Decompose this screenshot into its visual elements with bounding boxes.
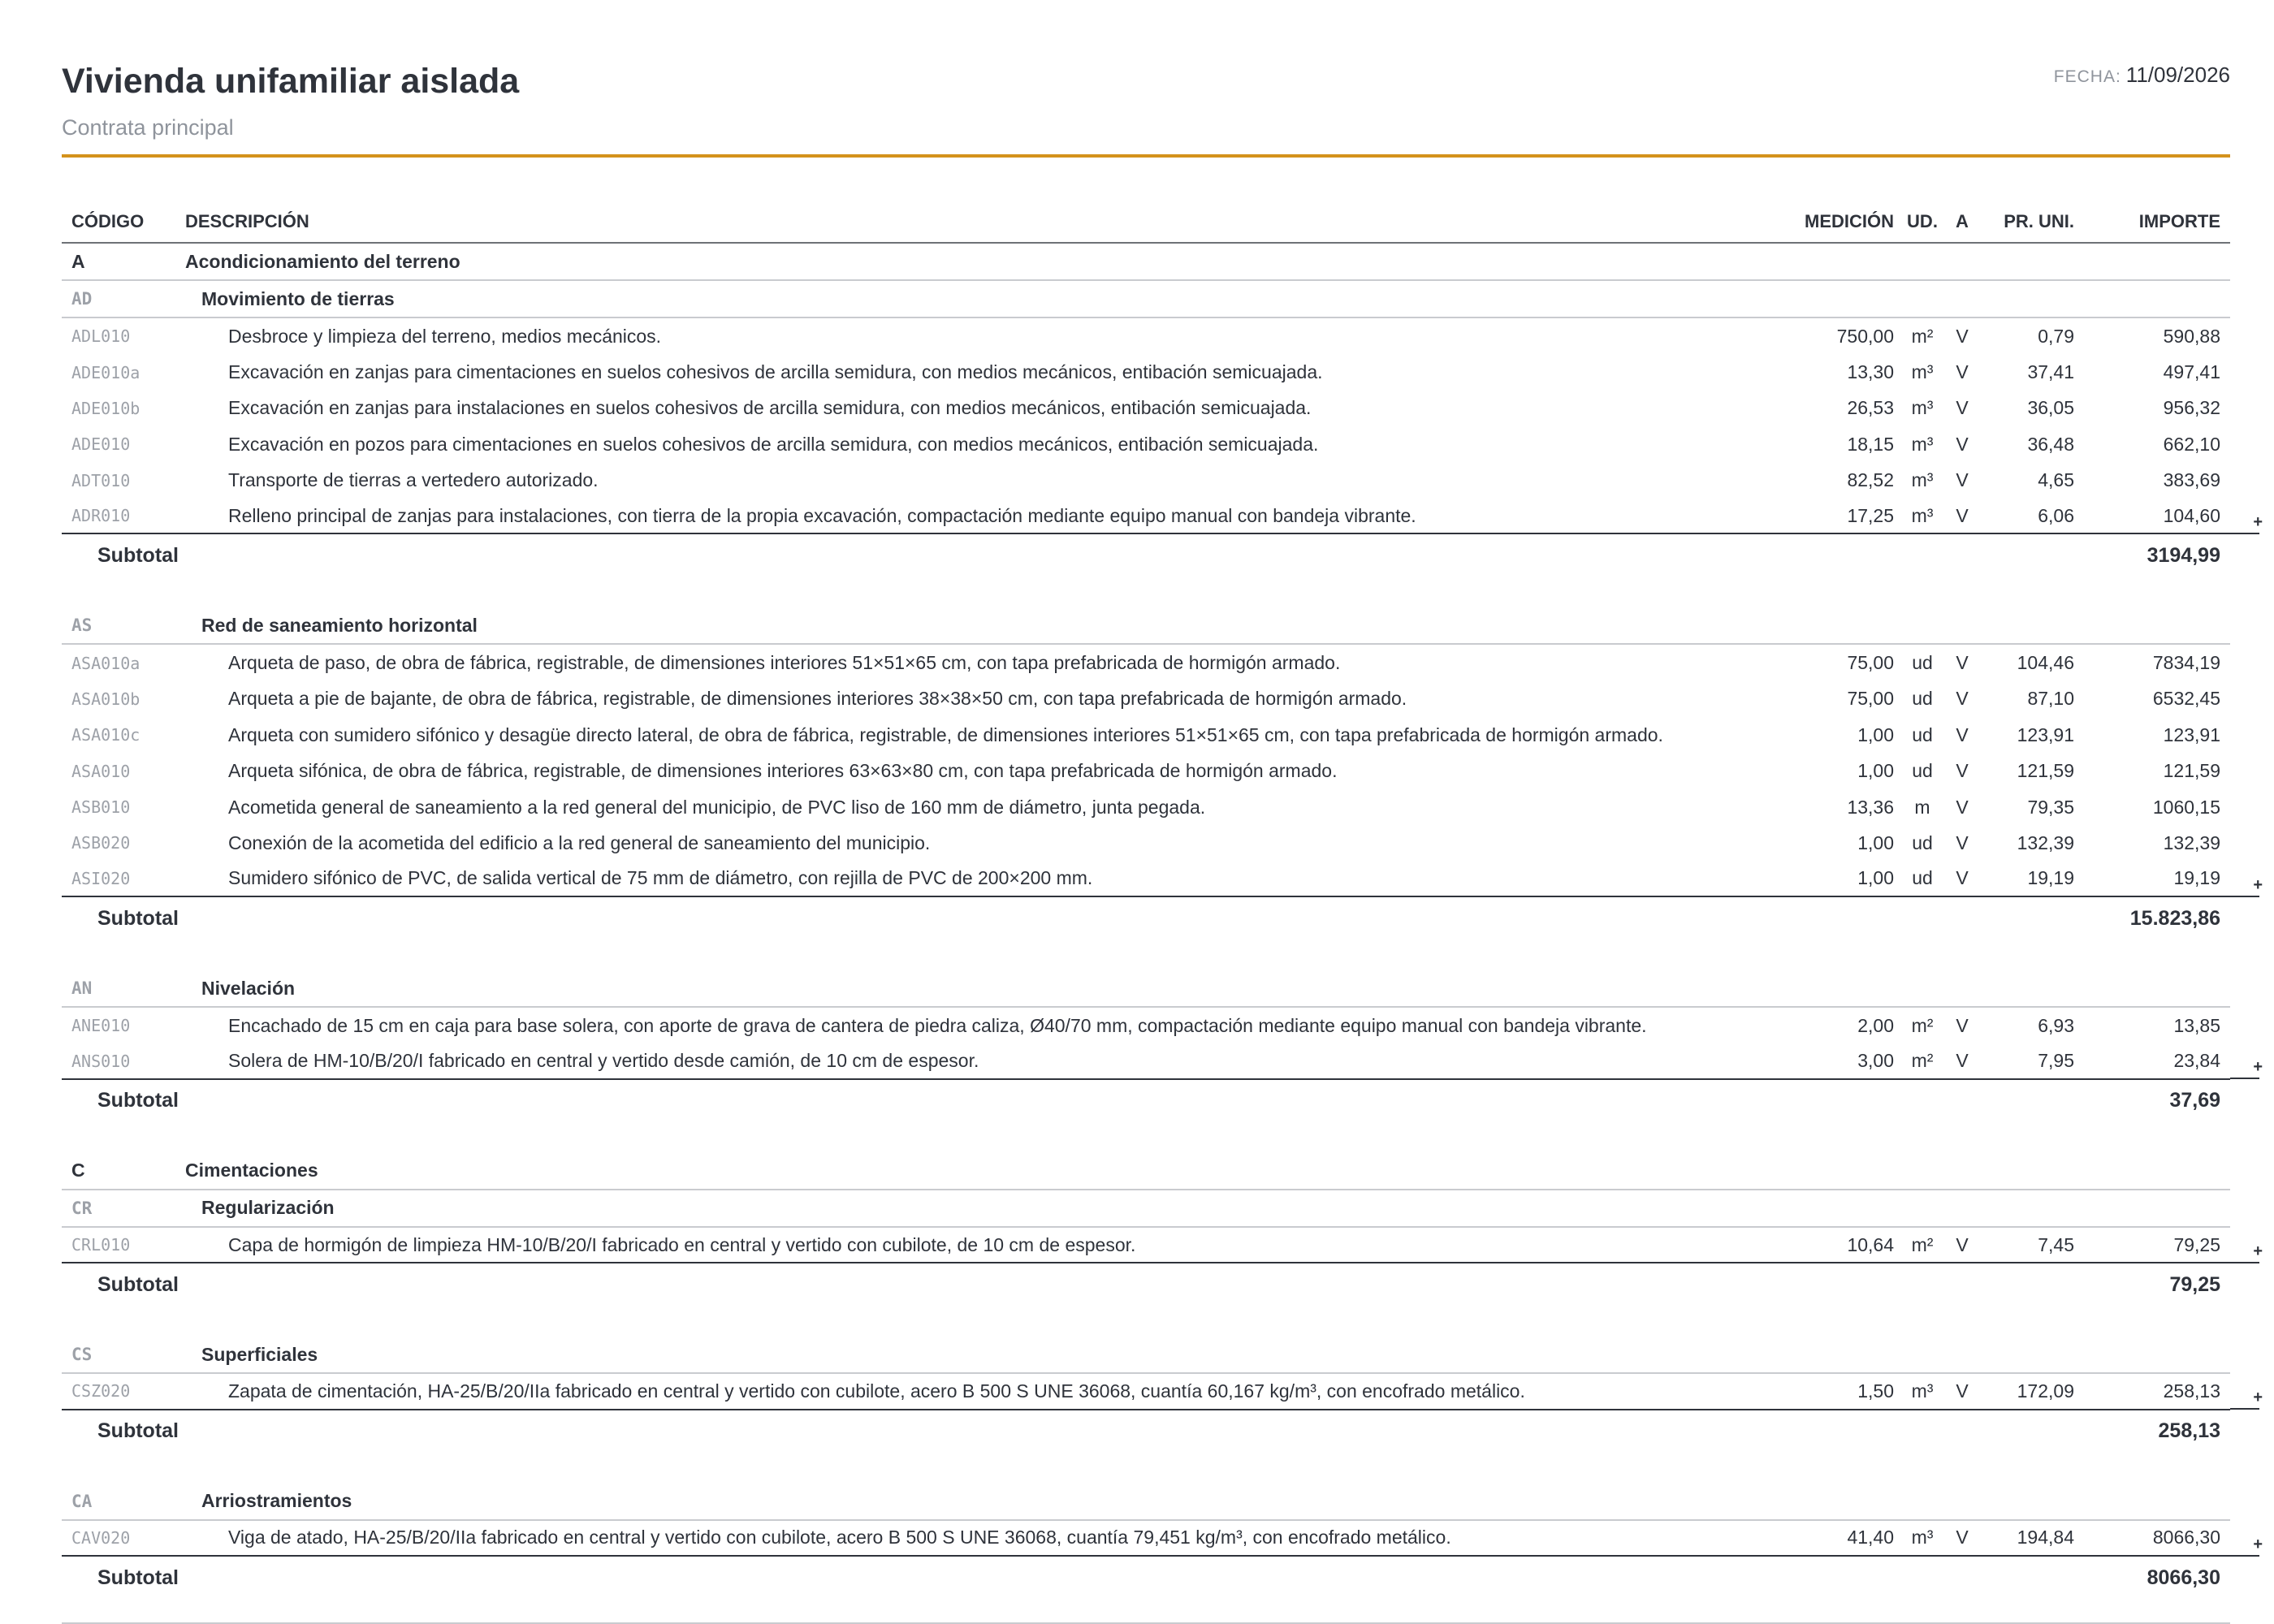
subchapter-name: Regularización: [201, 1197, 335, 1219]
item-code: ASB010: [71, 797, 131, 818]
item-unit: ud: [1912, 760, 1933, 782]
chapter-code: C: [71, 1160, 85, 1181]
item-code: ANE010: [71, 1016, 131, 1036]
item-amount: 6532,45: [2152, 688, 2220, 710]
chapter-name: Acondicionamiento del terreno: [185, 250, 460, 272]
item-a: V: [1956, 867, 1969, 889]
item-code: CSZ020: [71, 1381, 131, 1402]
item-price: 4,65: [2038, 469, 2074, 491]
item-description: Zapata de cimentación, HA-25/B/20/IIa fabricado en central y vertido con cubilote, acero B 500 S UNE 36068, cuantía 60,167 kg/m³, con encofrado metálico.: [228, 1380, 1525, 1402]
item-a: V: [1956, 831, 1969, 853]
item-code: ADE010: [71, 434, 131, 455]
item-measure: 13,30: [1847, 361, 1894, 383]
date-label: FECHA:: [2053, 67, 2121, 86]
item-unit: ud: [1912, 723, 1933, 745]
item-description: Relleno principal de zanjas para instalaciones, con tierra de la propia excavación, compactación mediante equipo manual con bandeja vibrante.: [228, 504, 1416, 526]
item-a: V: [1956, 1527, 1969, 1548]
document-subtitle: Contrata principal: [62, 115, 234, 140]
item-amount: 19,19: [2173, 867, 2220, 889]
item-price: 36,48: [2027, 433, 2074, 455]
subchapter-row: [62, 970, 2230, 1008]
item-price: 7,45: [2038, 1233, 2074, 1255]
item-measure: 1,50: [1857, 1380, 1894, 1402]
subchapter-name: Movimiento de tierras: [201, 287, 395, 309]
item-a: V: [1956, 361, 1969, 383]
row-spacer: [62, 939, 2230, 970]
table-row: [62, 354, 2230, 390]
budget-table: [62, 201, 2263, 1599]
item-price: 19,19: [2027, 867, 2074, 889]
item-measure: 41,40: [1847, 1527, 1894, 1548]
item-code: CRL010: [71, 1235, 131, 1255]
table-row: [62, 645, 2230, 680]
subchapter-row: [62, 1337, 2230, 1374]
item-a: V: [1956, 688, 1969, 710]
subtotal-amount: 15.823,86: [2129, 906, 2220, 930]
item-amount: 7834,19: [2152, 652, 2220, 674]
table-row: [62, 463, 2230, 499]
item-a: V: [1956, 325, 1969, 347]
item-price: 6,06: [2038, 504, 2074, 526]
table-row: [62, 681, 2230, 717]
table-row: [62, 426, 2230, 462]
subchapter-code: CS: [71, 1345, 93, 1365]
subtotal-row: [62, 1080, 2230, 1122]
item-description: Arqueta a pie de bajante, de obra de fábrica, registrable, de dimensiones interiores 38×38×50 cm, con tapa prefabricada de hormigón armado.: [228, 688, 1407, 710]
item-description: Sumidero sifónico de PVC, de salida vertical de 75 mm de diámetro, con rejilla de PVC de 200×200 mm.: [228, 867, 1093, 889]
item-measure: 1,00: [1857, 723, 1894, 745]
document-title: Vivienda unifamiliar aislada: [62, 62, 520, 101]
document-header: [62, 57, 2230, 158]
column-header-unit: UD.: [1907, 211, 1938, 231]
item-code: ADE010a: [71, 362, 141, 382]
chapter-row: [62, 1153, 2230, 1190]
item-price: 194,84: [2017, 1527, 2074, 1548]
subchapter-code: AD: [71, 289, 93, 309]
item-unit: m²: [1911, 1014, 1934, 1036]
item-measure: 18,15: [1847, 433, 1894, 455]
item-description: Transporte de tierras a vertedero autorizado.: [228, 469, 599, 491]
subtotal-label: Subtotal: [97, 1089, 179, 1112]
item-amount: 662,10: [2163, 433, 2220, 455]
item-price: 123,91: [2017, 723, 2074, 745]
item-unit: ud: [1912, 652, 1933, 674]
item-amount: 13,85: [2173, 1014, 2220, 1036]
item-measure: 750,00: [1836, 325, 1894, 347]
item-code: ASA010b: [71, 689, 141, 709]
subtotal-row: [62, 1557, 2230, 1599]
subtotal-label: Subtotal: [97, 1566, 179, 1589]
item-price: 79,35: [2027, 796, 2074, 818]
item-price: 36,05: [2027, 397, 2074, 419]
subchapter-row: [62, 1190, 2230, 1228]
table-row: [62, 789, 2230, 825]
item-measure: 3,00: [1857, 1050, 1894, 1072]
expand-plus-icon[interactable]: +: [2253, 512, 2263, 531]
subtotal-label: Subtotal: [97, 1419, 179, 1443]
item-code: ADE010b: [71, 398, 141, 418]
row-spacer: [62, 1122, 2230, 1153]
item-unit: m²: [1911, 1233, 1934, 1255]
item-a: V: [1956, 796, 1969, 818]
item-unit: ud: [1912, 867, 1933, 889]
item-amount: 497,41: [2163, 361, 2220, 383]
table-row: [62, 499, 2263, 534]
item-code: ASI020: [71, 868, 131, 888]
item-amount: 8066,30: [2152, 1527, 2220, 1548]
chapter-name: Cimentaciones: [185, 1160, 318, 1181]
item-a: V: [1956, 397, 1969, 419]
subchapter-code: CA: [71, 1491, 93, 1511]
column-header-price: PR. UNI.: [2004, 211, 2074, 231]
document-date: [2054, 63, 2230, 88]
item-price: 6,93: [2038, 1014, 2074, 1036]
item-amount: 123,91: [2163, 723, 2220, 745]
subtotal-row: [62, 1410, 2230, 1453]
item-code: ADT010: [71, 470, 131, 490]
subchapter-name: Superficiales: [201, 1343, 318, 1365]
item-amount: 383,69: [2163, 469, 2220, 491]
item-price: 7,95: [2038, 1050, 2074, 1072]
expand-plus-icon[interactable]: +: [2253, 1242, 2263, 1260]
subchapter-row: [62, 281, 2230, 318]
item-description: Acometida general de saneamiento a la red general del municipio, de PVC liso de 160 mm de diámetro, junta pegada.: [228, 796, 1206, 818]
expand-line: [2230, 1078, 2259, 1079]
expand-plus-icon[interactable]: +: [2253, 1389, 2263, 1407]
item-unit: m³: [1911, 361, 1934, 383]
item-price: 132,39: [2017, 831, 2074, 853]
item-amount: 132,39: [2163, 831, 2220, 853]
item-unit: m³: [1911, 1380, 1934, 1402]
row-spacer: [62, 1453, 2230, 1484]
item-code: ASA010c: [71, 725, 141, 745]
item-measure: 75,00: [1847, 688, 1894, 710]
item-description: Arqueta con sumidero sifónico y desagüe directo lateral, de obra de fábrica, registrable, de dimensiones interiores 51×51×65 cm, con tapa prefabricada de hormigón armado.: [228, 723, 1663, 745]
item-a: V: [1956, 433, 1969, 455]
table-row: [62, 717, 2230, 753]
item-price: 121,59: [2017, 760, 2074, 782]
item-price: 87,10: [2027, 688, 2074, 710]
expand-line: [2230, 1555, 2259, 1557]
item-amount: 23,84: [2173, 1050, 2220, 1072]
item-price: 104,46: [2017, 652, 2074, 674]
table-row: [62, 1008, 2230, 1043]
subchapter-code: CR: [71, 1198, 93, 1218]
chapter-row: [62, 244, 2230, 281]
item-price: 172,09: [2017, 1380, 2074, 1402]
column-header-a: A: [1956, 211, 1969, 231]
table-row: [62, 1374, 2263, 1410]
item-measure: 17,25: [1847, 504, 1894, 526]
item-description: Capa de hormigón de limpieza HM-10/B/20/I fabricado en central y vertido con cubilote, de 10 cm de espesor.: [228, 1233, 1136, 1255]
item-description: Excavación en zanjas para cimentaciones en suelos cohesivos de arcilla semidura, con medios mecánicos, entibación semicuajada.: [228, 361, 1323, 383]
item-measure: 1,00: [1857, 760, 1894, 782]
item-description: Arqueta de paso, de obra de fábrica, registrable, de dimensiones interiores 51×51×65 cm, con tapa prefabricada de hormigón armado.: [228, 652, 1341, 674]
item-unit: m³: [1911, 433, 1934, 455]
item-code: ASB020: [71, 833, 131, 853]
subtotal-label: Subtotal: [97, 543, 179, 567]
row-spacer: [62, 577, 2230, 607]
item-a: V: [1956, 652, 1969, 674]
item-amount: 121,59: [2163, 760, 2220, 782]
column-header-code: CÓDIGO: [71, 211, 145, 231]
item-amount: 1060,15: [2152, 796, 2220, 818]
column-header-description: DESCRIPCIÓN: [185, 211, 309, 231]
item-amount: 956,32: [2163, 397, 2220, 419]
table-row: [62, 1228, 2263, 1263]
item-a: V: [1956, 1014, 1969, 1036]
table-row: [62, 754, 2230, 789]
subchapter-code: AS: [71, 615, 93, 636]
item-description: Encachado de 15 cm en caja para base solera, con aporte de grava de cantera de piedra caliza, Ø40/70 mm, compactación mediante equipo manual con bandeja vibrante.: [228, 1014, 1647, 1036]
chapter-code: A: [71, 250, 85, 272]
item-measure: 75,00: [1847, 652, 1894, 674]
item-description: Viga de atado, HA-25/B/20/IIa fabricado en central y vertido con cubilote, acero B 500 S UNE 36068, cuantía 79,451 kg/m³, con encofrado metálico.: [228, 1527, 1451, 1548]
subchapter-code: AN: [71, 978, 93, 999]
subchapter-name: Arriostramientos: [201, 1490, 352, 1512]
subchapter-name: Nivelación: [201, 977, 296, 999]
subtotal-row: [62, 897, 2230, 939]
item-measure: 1,00: [1857, 867, 1894, 889]
expand-plus-icon[interactable]: +: [2253, 875, 2263, 894]
item-amount: 104,60: [2163, 504, 2220, 526]
table-row: [62, 391, 2230, 426]
item-code: ANS010: [71, 1051, 131, 1071]
item-unit: m³: [1911, 1527, 1934, 1548]
row-spacer: [62, 1306, 2230, 1337]
column-header-measure: MEDICIÓN: [1805, 211, 1894, 231]
item-description: Conexión de la acometida del edificio a la red general de saneamiento del municipio.: [228, 831, 931, 853]
item-unit: m: [1914, 796, 1930, 818]
item-amount: 258,13: [2163, 1380, 2220, 1402]
item-description: Solera de HM-10/B/20/I fabricado en central y vertido desde camión, de 10 cm de espesor.: [228, 1050, 979, 1072]
table-row: [62, 1521, 2263, 1557]
table-row: [62, 318, 2230, 354]
item-unit: m²: [1911, 325, 1934, 347]
expand-line: [2230, 533, 2259, 534]
item-measure: 1,00: [1857, 831, 1894, 853]
subtotal-label: Subtotal: [97, 906, 179, 930]
subtotal-label: Subtotal: [97, 1272, 179, 1296]
expand-plus-icon[interactable]: +: [2253, 1058, 2263, 1077]
item-code: CAV020: [71, 1527, 131, 1548]
item-amount: 79,25: [2173, 1233, 2220, 1255]
subtotal-amount: 37,69: [2169, 1089, 2220, 1112]
item-description: Desbroce y limpieza del terreno, medios mecánicos.: [228, 325, 662, 347]
item-unit: ud: [1912, 831, 1933, 853]
item-a: V: [1956, 760, 1969, 782]
expand-line: [2230, 1262, 2259, 1263]
expand-line: [2230, 1408, 2259, 1410]
table-header: [62, 201, 2230, 244]
item-price: 0,79: [2038, 325, 2074, 347]
item-unit: ud: [1912, 688, 1933, 710]
item-a: V: [1956, 723, 1969, 745]
table-row: [62, 825, 2230, 861]
item-measure: 2,00: [1857, 1014, 1894, 1036]
item-a: V: [1956, 504, 1969, 526]
item-code: ASA010a: [71, 653, 141, 673]
item-unit: m³: [1911, 397, 1934, 419]
item-measure: 13,36: [1847, 796, 1894, 818]
item-code: ADR010: [71, 506, 131, 526]
item-description: Excavación en pozos para cimentaciones en suelos cohesivos de arcilla semidura, con medios mecánicos, entibación semicuajada.: [228, 433, 1319, 455]
item-a: V: [1956, 1233, 1969, 1255]
item-a: V: [1956, 1380, 1969, 1402]
expand-plus-icon[interactable]: +: [2253, 1535, 2263, 1553]
item-unit: m³: [1911, 504, 1934, 526]
item-amount: 590,88: [2163, 325, 2220, 347]
item-description: Arqueta sifónica, de obra de fábrica, registrable, de dimensiones interiores 63×63×80 cm, con tapa prefabricada de hormigón armado.: [228, 760, 1338, 782]
item-code: ASA010: [71, 761, 131, 781]
item-a: V: [1956, 469, 1969, 491]
subtotal-amount: 79,25: [2169, 1272, 2220, 1296]
item-code: ADL010: [71, 326, 131, 347]
subtotal-row: [62, 534, 2230, 577]
item-unit: m³: [1911, 469, 1934, 491]
item-description: Excavación en zanjas para instalaciones en suelos cohesivos de arcilla semidura, con medios mecánicos, entibación semicuajada.: [228, 397, 1312, 419]
item-measure: 10,64: [1847, 1233, 1894, 1255]
subtotal-amount: 8066,30: [2146, 1566, 2220, 1589]
subchapter-row: [62, 607, 2230, 645]
item-measure: 82,52: [1847, 469, 1894, 491]
date-value: 11/09/2026: [2125, 63, 2230, 87]
expand-line: [2230, 896, 2259, 897]
subtotal-amount: 3194,99: [2146, 543, 2220, 567]
item-a: V: [1956, 1050, 1969, 1072]
column-header-amount: IMPORTE: [2138, 211, 2220, 231]
item-unit: m²: [1911, 1050, 1934, 1072]
item-measure: 26,53: [1847, 397, 1894, 419]
table-row: [62, 1043, 2263, 1079]
subchapter-name: Red de saneamiento horizontal: [201, 614, 478, 636]
item-price: 37,41: [2027, 361, 2074, 383]
table-row: [62, 862, 2263, 897]
subtotal-row: [62, 1263, 2230, 1306]
subtotal-amount: 258,13: [2158, 1419, 2220, 1443]
subchapter-row: [62, 1484, 2230, 1521]
